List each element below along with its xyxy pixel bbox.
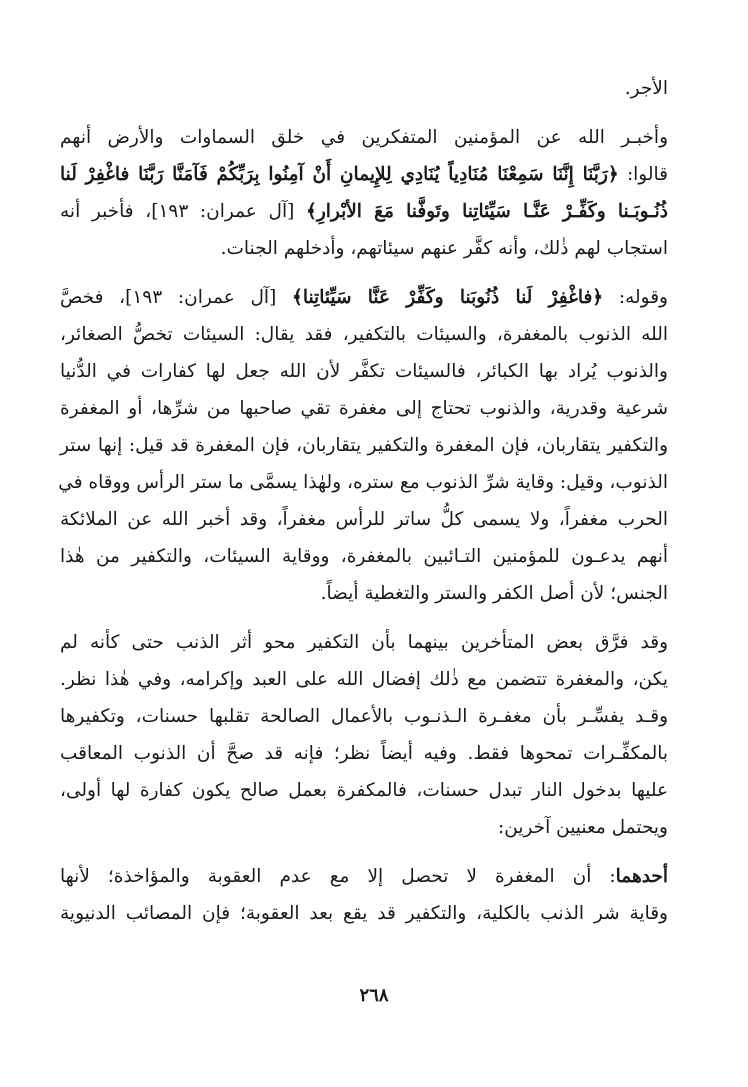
text-line (60, 353, 668, 390)
text-span: الذنوب، وقيل: وقاية شرِّ الذنوب مع ستره، ولهٰذا يسمَّى ما ستر الرأس ووقاه في (58, 472, 668, 493)
paragraph-gap (60, 846, 668, 858)
text-line (60, 661, 668, 698)
text-span: الله الذنوب بالمغفرة، والسيئات بالتكفير، فقد يقال: السيئات تخصُّ الصغائر، (60, 324, 668, 345)
text-span: ويحتمل معنيين آخرين: (498, 817, 668, 838)
text-line (60, 316, 668, 353)
text-span: والتكفير يتقاربان، فإن المغفرة والتكفير يتقاربان، فإن المغفرة قد قيل: إنها ستر (60, 435, 668, 456)
text-line (60, 809, 668, 846)
page-body (60, 70, 668, 1087)
paragraph-gap (60, 267, 668, 279)
text-line (60, 156, 668, 193)
paragraph-gap (60, 107, 668, 119)
text-line (60, 772, 668, 809)
page-number: ٢٦٨ (359, 985, 389, 1006)
text-span: [آل عمران: ١٩٣]، فأخبر أنه (60, 201, 306, 222)
text-line (60, 538, 668, 575)
text-line (60, 279, 668, 316)
text-span: والذنوب يُراد بها الكبائر، فالسيئات تكفَّر لأن الله جعل لها كفارات في الدُّنيا (60, 361, 668, 382)
quran-verse: ﴿فاغْفِرْ لَنا ذُنُوبَنا وكَفِّرْ عَنَّا سَيِّئاتِنا﴾ (292, 287, 604, 308)
text-line (60, 575, 668, 612)
text-span: وأخبـر الله عن المؤمنين المتفكرين في خلق السماوات والأرض أنهم (60, 127, 668, 148)
paragraph-gap (60, 612, 668, 624)
text-span: شرعية وقدرية، والذنوب تحتاج إلى مغفرة تقي صاحبها من شرِّها، أو المغفرة (60, 398, 668, 419)
term-heading: أحدهما (615, 866, 668, 887)
text-line (60, 735, 668, 772)
text-span: الحرب مغفراً، ولا يسمى كلُّ ساتر للرأس مغفراً، وقد أخبر الله عن الملائكة (60, 509, 668, 530)
text-line (60, 70, 668, 107)
text-line (60, 501, 668, 538)
text-line (60, 193, 668, 230)
quran-verse: ذُنُـوبَـنا وكَفِّـرْ عَنَّـا سَيِّئاتِنا وتَوفَّنا مَعَ الأبْرارِ﴾ (305, 201, 669, 222)
text-span: أنهم يدعـون للمؤمنين التـائبين بالمغفرة، ووقاية السيئات، والتكفير من هٰذا (60, 546, 668, 567)
text-span: استجاب لهم ذٰلك، وأنه كفَّر عنهم سيئاتهم، وأدخلهم الجنات. (220, 238, 668, 259)
text-span: بالمكفِّـرات تمحوها فقط. وفيه أيضاً نظر؛ فإنه قد صحَّ أن الذنوب المعاقب (60, 743, 668, 764)
text-line (60, 858, 668, 895)
text-span: يكن، والمغفرة تتضمن مع ذٰلك إفضال الله على العبد وإكرامه، وفي هٰذا نظر. (60, 669, 668, 690)
text-span: وقد فرَّق بعض المتأخرين بينهما بأن التكفير محو أثر الذنب حتى كأنه لم (60, 632, 668, 653)
quran-verse: ﴿رَبَّنَا إِنَّنَا سَمِعْنَا مُنَادِياً يُنَادِي لِلإِيمانِ أَنْ آمِنُوا بِرَبِّكُمْ فَآمَنَّا رَبَّنَا فاغْفِرْ لَنا (60, 164, 619, 185)
text-span: عليها بدخول النار تبدل حسنات، فالمكفرة بعمل صالح يكون كفارة لها أولى، (60, 780, 668, 801)
text-line (60, 230, 668, 267)
text-line (60, 698, 668, 735)
text-span: وقاية شر الذنب بالكلية، والتكفير قد يقع بعد العقوبة؛ فإن المصائب الدنيوية (60, 903, 668, 924)
text-span: وقوله: (603, 287, 668, 308)
text-line (60, 624, 668, 661)
text-span: وقـد يفسِّـر بأن مغفـرة الـذنـوب بالأعمال الصالحة تقلبها حسنات، وتكفيرها (60, 706, 669, 727)
text-span: قالوا: (618, 164, 668, 185)
text-line (60, 895, 668, 932)
text-span: [آل عمران: ١٩٣]، فخصَّ (60, 287, 292, 308)
text-span: الأجر. (624, 78, 668, 99)
text-span: الجنس؛ لأن أصل الكفر والستر والتغطية أيضاً. (320, 583, 668, 604)
text-line (60, 464, 668, 501)
text-line (60, 390, 668, 427)
text-line (60, 427, 668, 464)
text-line (60, 119, 668, 156)
text-span: : أن المغفرة لا تحصل إلا مع عدم العقوبة والمؤاخذة؛ لأنها (60, 866, 616, 887)
